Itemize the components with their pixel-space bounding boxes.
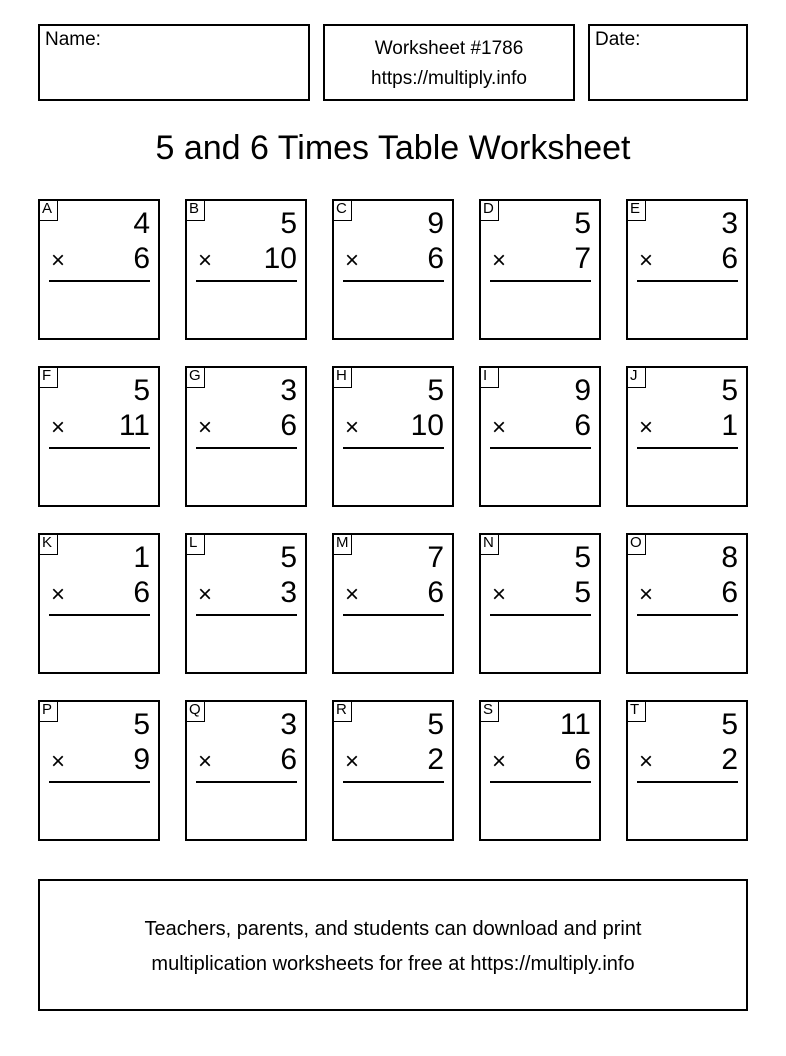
- multiplier: 10: [410, 409, 444, 442]
- problem-letter: B: [185, 199, 205, 221]
- multiplicand: 9: [427, 207, 444, 240]
- answer-line: [637, 614, 738, 616]
- answer-line: [343, 280, 444, 282]
- problem-card: [185, 199, 307, 340]
- multiplier: 6: [721, 242, 738, 275]
- problem-letter: G: [185, 366, 205, 388]
- multiplier: 7: [574, 242, 591, 275]
- problem-letter: P: [38, 700, 58, 722]
- multiplicand: 9: [574, 374, 591, 407]
- multiply-sign: ×: [345, 414, 360, 441]
- multiply-sign: ×: [51, 247, 66, 274]
- answer-line: [49, 781, 150, 783]
- multiply-sign: ×: [492, 414, 507, 441]
- problem-letter: T: [626, 700, 646, 722]
- problem-letter: R: [332, 700, 352, 722]
- problem-letter: H: [332, 366, 352, 388]
- multiplier: 6: [574, 409, 591, 442]
- problem-letter: C: [332, 199, 352, 221]
- multiplier: 2: [427, 743, 444, 776]
- problem-letter: L: [185, 533, 205, 555]
- problem-letter: S: [479, 700, 499, 722]
- multiplicand: 3: [280, 708, 297, 741]
- multiplicand: 5: [280, 207, 297, 240]
- multiply-sign: ×: [639, 414, 654, 441]
- name-field-box: [38, 24, 310, 101]
- problem-card: [38, 533, 160, 674]
- multiply-sign: ×: [639, 748, 654, 775]
- multiply-sign: ×: [639, 581, 654, 608]
- answer-line: [49, 614, 150, 616]
- problem-card: [38, 700, 160, 841]
- multiplicand: 8: [721, 541, 738, 574]
- problem-card: [479, 199, 601, 340]
- multiplicand: 5: [721, 708, 738, 741]
- multiplier: 6: [133, 242, 150, 275]
- multiplier: 6: [280, 743, 297, 776]
- page-title: 5 and 6 Times Table Worksheet: [155, 129, 631, 167]
- problem-card: [479, 366, 601, 507]
- multiplier: 11: [118, 409, 150, 442]
- problem-letter: E: [626, 199, 646, 221]
- problem-letter: K: [38, 533, 58, 555]
- answer-line: [196, 447, 297, 449]
- multiplicand: 5: [427, 708, 444, 741]
- multiplier: 6: [280, 409, 297, 442]
- answer-line: [637, 781, 738, 783]
- multiply-sign: ×: [492, 247, 507, 274]
- answer-line: [637, 447, 738, 449]
- worksheet-info-box: [323, 24, 575, 101]
- answer-line: [490, 781, 591, 783]
- multiplicand: 3: [280, 374, 297, 407]
- worksheet-number: Worksheet #1786: [374, 38, 524, 59]
- multiplier: 6: [427, 576, 444, 609]
- multiplier: 6: [721, 576, 738, 609]
- multiplicand: 11: [559, 708, 591, 741]
- multiply-sign: ×: [345, 581, 360, 608]
- problem-letter: D: [479, 199, 499, 221]
- answer-line: [343, 614, 444, 616]
- problem-card: [185, 533, 307, 674]
- multiply-sign: ×: [492, 581, 507, 608]
- problem-letter: A: [38, 199, 58, 221]
- multiplicand: 5: [574, 207, 591, 240]
- multiplicand: 5: [280, 541, 297, 574]
- problem-card: [332, 700, 454, 841]
- multiplicand: 4: [133, 207, 150, 240]
- problem-card: [38, 199, 160, 340]
- problem-card: [626, 366, 748, 507]
- answer-line: [637, 280, 738, 282]
- footer-line-1: Teachers, parents, and students can download and print: [144, 918, 642, 940]
- multiply-sign: ×: [345, 748, 360, 775]
- problem-card: [332, 533, 454, 674]
- problem-card: [626, 700, 748, 841]
- multiplicand: 3: [721, 207, 738, 240]
- problem-card: [332, 199, 454, 340]
- problem-card: [479, 533, 601, 674]
- date-label: Date:: [595, 29, 641, 50]
- multiplier: 6: [574, 743, 591, 776]
- answer-line: [196, 781, 297, 783]
- problem-card: [626, 199, 748, 340]
- multiplicand: 5: [133, 708, 150, 741]
- multiply-sign: ×: [198, 581, 213, 608]
- problem-letter: Q: [185, 700, 205, 722]
- multiplier: 9: [133, 743, 150, 776]
- multiplier: 10: [263, 242, 297, 275]
- multiplier: 2: [721, 743, 738, 776]
- multiply-sign: ×: [639, 247, 654, 274]
- worksheet-url: https://multiply.info: [371, 68, 527, 89]
- answer-line: [490, 614, 591, 616]
- answer-line: [490, 447, 591, 449]
- problem-card: [185, 366, 307, 507]
- multiplier: 3: [280, 576, 297, 609]
- multiplier: 1: [721, 409, 738, 442]
- problem-card: [38, 366, 160, 507]
- problem-letter: O: [626, 533, 646, 555]
- problem-letter: J: [626, 366, 646, 388]
- answer-line: [490, 280, 591, 282]
- problem-letter: N: [479, 533, 499, 555]
- multiplier: 6: [427, 242, 444, 275]
- multiplicand: 5: [427, 374, 444, 407]
- multiply-sign: ×: [51, 748, 66, 775]
- multiplicand: 5: [721, 374, 738, 407]
- multiplier: 5: [574, 576, 591, 609]
- date-field-box: [588, 24, 748, 101]
- multiply-sign: ×: [198, 748, 213, 775]
- multiplicand: 1: [133, 541, 150, 574]
- answer-line: [343, 447, 444, 449]
- answer-line: [196, 614, 297, 616]
- name-label: Name:: [45, 29, 101, 50]
- problem-letter: I: [479, 366, 499, 388]
- footer-line-2: multiplication worksheets for free at https://multiply.info: [151, 953, 635, 975]
- problem-card: [626, 533, 748, 674]
- multiply-sign: ×: [198, 414, 213, 441]
- multiply-sign: ×: [345, 247, 360, 274]
- multiplicand: 5: [574, 541, 591, 574]
- multiply-sign: ×: [51, 581, 66, 608]
- answer-line: [343, 781, 444, 783]
- problem-card: [185, 700, 307, 841]
- multiply-sign: ×: [492, 748, 507, 775]
- multiply-sign: ×: [198, 247, 213, 274]
- problem-card: [332, 366, 454, 507]
- problem-letter: M: [332, 533, 352, 555]
- problem-letter: F: [38, 366, 58, 388]
- multiply-sign: ×: [51, 414, 66, 441]
- multiplicand: 5: [133, 374, 150, 407]
- multiplicand: 7: [427, 541, 444, 574]
- answer-line: [196, 280, 297, 282]
- footer-box: [38, 879, 748, 1011]
- multiplier: 6: [133, 576, 150, 609]
- problem-card: [479, 700, 601, 841]
- answer-line: [49, 447, 150, 449]
- answer-line: [49, 280, 150, 282]
